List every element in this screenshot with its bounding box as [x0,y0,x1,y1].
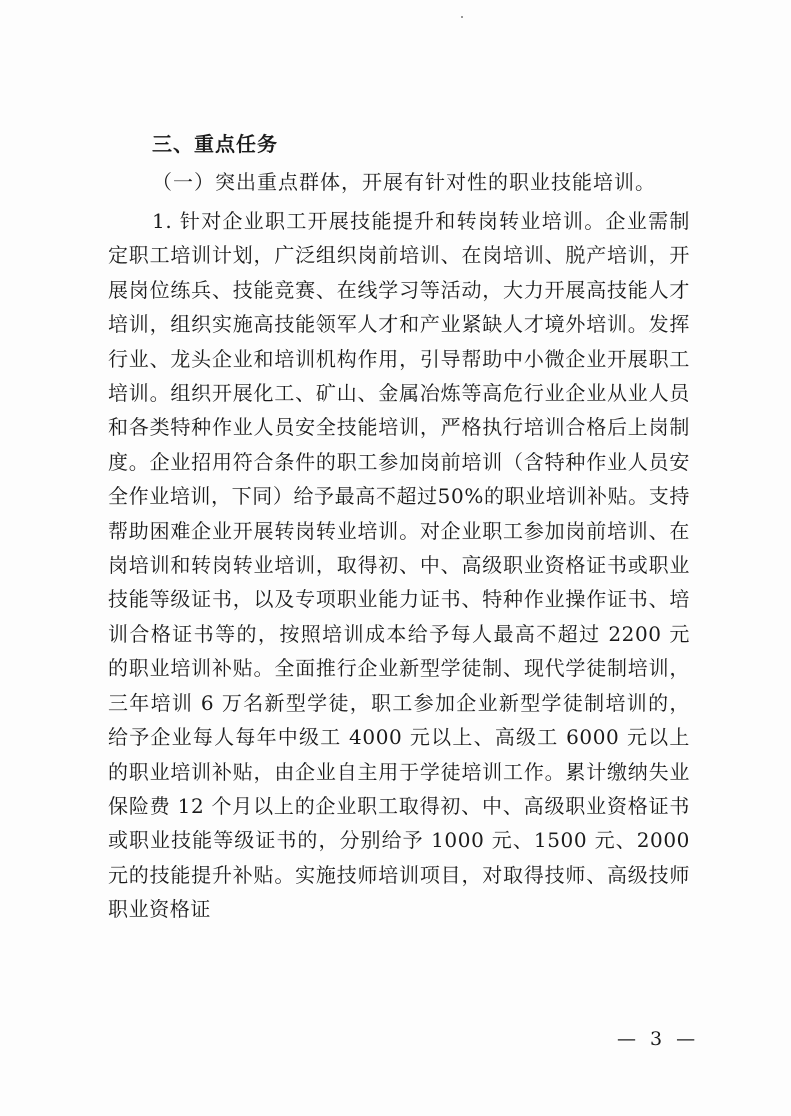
subsection-heading: （一）突出重点群体，开展有针对性的职业技能培训。 [152,170,656,194]
section-heading: 三、重点任务 [152,132,278,156]
scan-speck [461,16,463,18]
page-number: — 3 — [617,1028,700,1050]
document-body [108,128,690,927]
body-paragraph: 1. 针对企业职工开展技能提升和转岗转业培训。企业需制定职工培训计划，广泛组织岗前培训、在岗培训、脱产培训，开展岗位练兵、技能竞赛、在线学习等活动，大力开展高技能人才培训，组织实施高技能领军人才和产业紧缺人才境外培训。发挥行业、龙头企业和培训机构作用，引导帮助中小微企业开展职工培训。组织开展化工、矿山、金属冶炼等高危行业企业从业人员和各类特种作业人员安全技能培训，严格执行培训合格后上岗制度。企业招用符合条件的职工参加岗前培训（含特种作业人员安全作业培训，下同）给予最高不超过50%的职业培训补贴。支持帮助困难企业开展转岗转业培训。对企业职工参加岗前培训、在岗培训和转岗转业培训，取得初、中、高级职业资格证书或职业技能等级证书，以及专项职业能力证书、特种作业操作证书、培训合格证书等的，按照培训成本给予每人最高不超过 2200 元的职业培训补贴。全面推行企业新型学徒制、现代学徒制培训，三年培训 6 万名新型学徒，职工参加企业新型学徒制培训的，给予企业每人每年中级工 4000 元以上、高级工 6000 元以上的职业培训补贴，由企业自主用于学徒培训工作。累计缴纳失业保险费 12 个月以上的企业职工取得初、中、高级职业资格证书或职业技能等级证书的，分别给予 1000 元、1500 元、2000 元的技能提升补贴。实施技师培训项目，对取得技师、高级技师职业资格证 [108,209,690,922]
